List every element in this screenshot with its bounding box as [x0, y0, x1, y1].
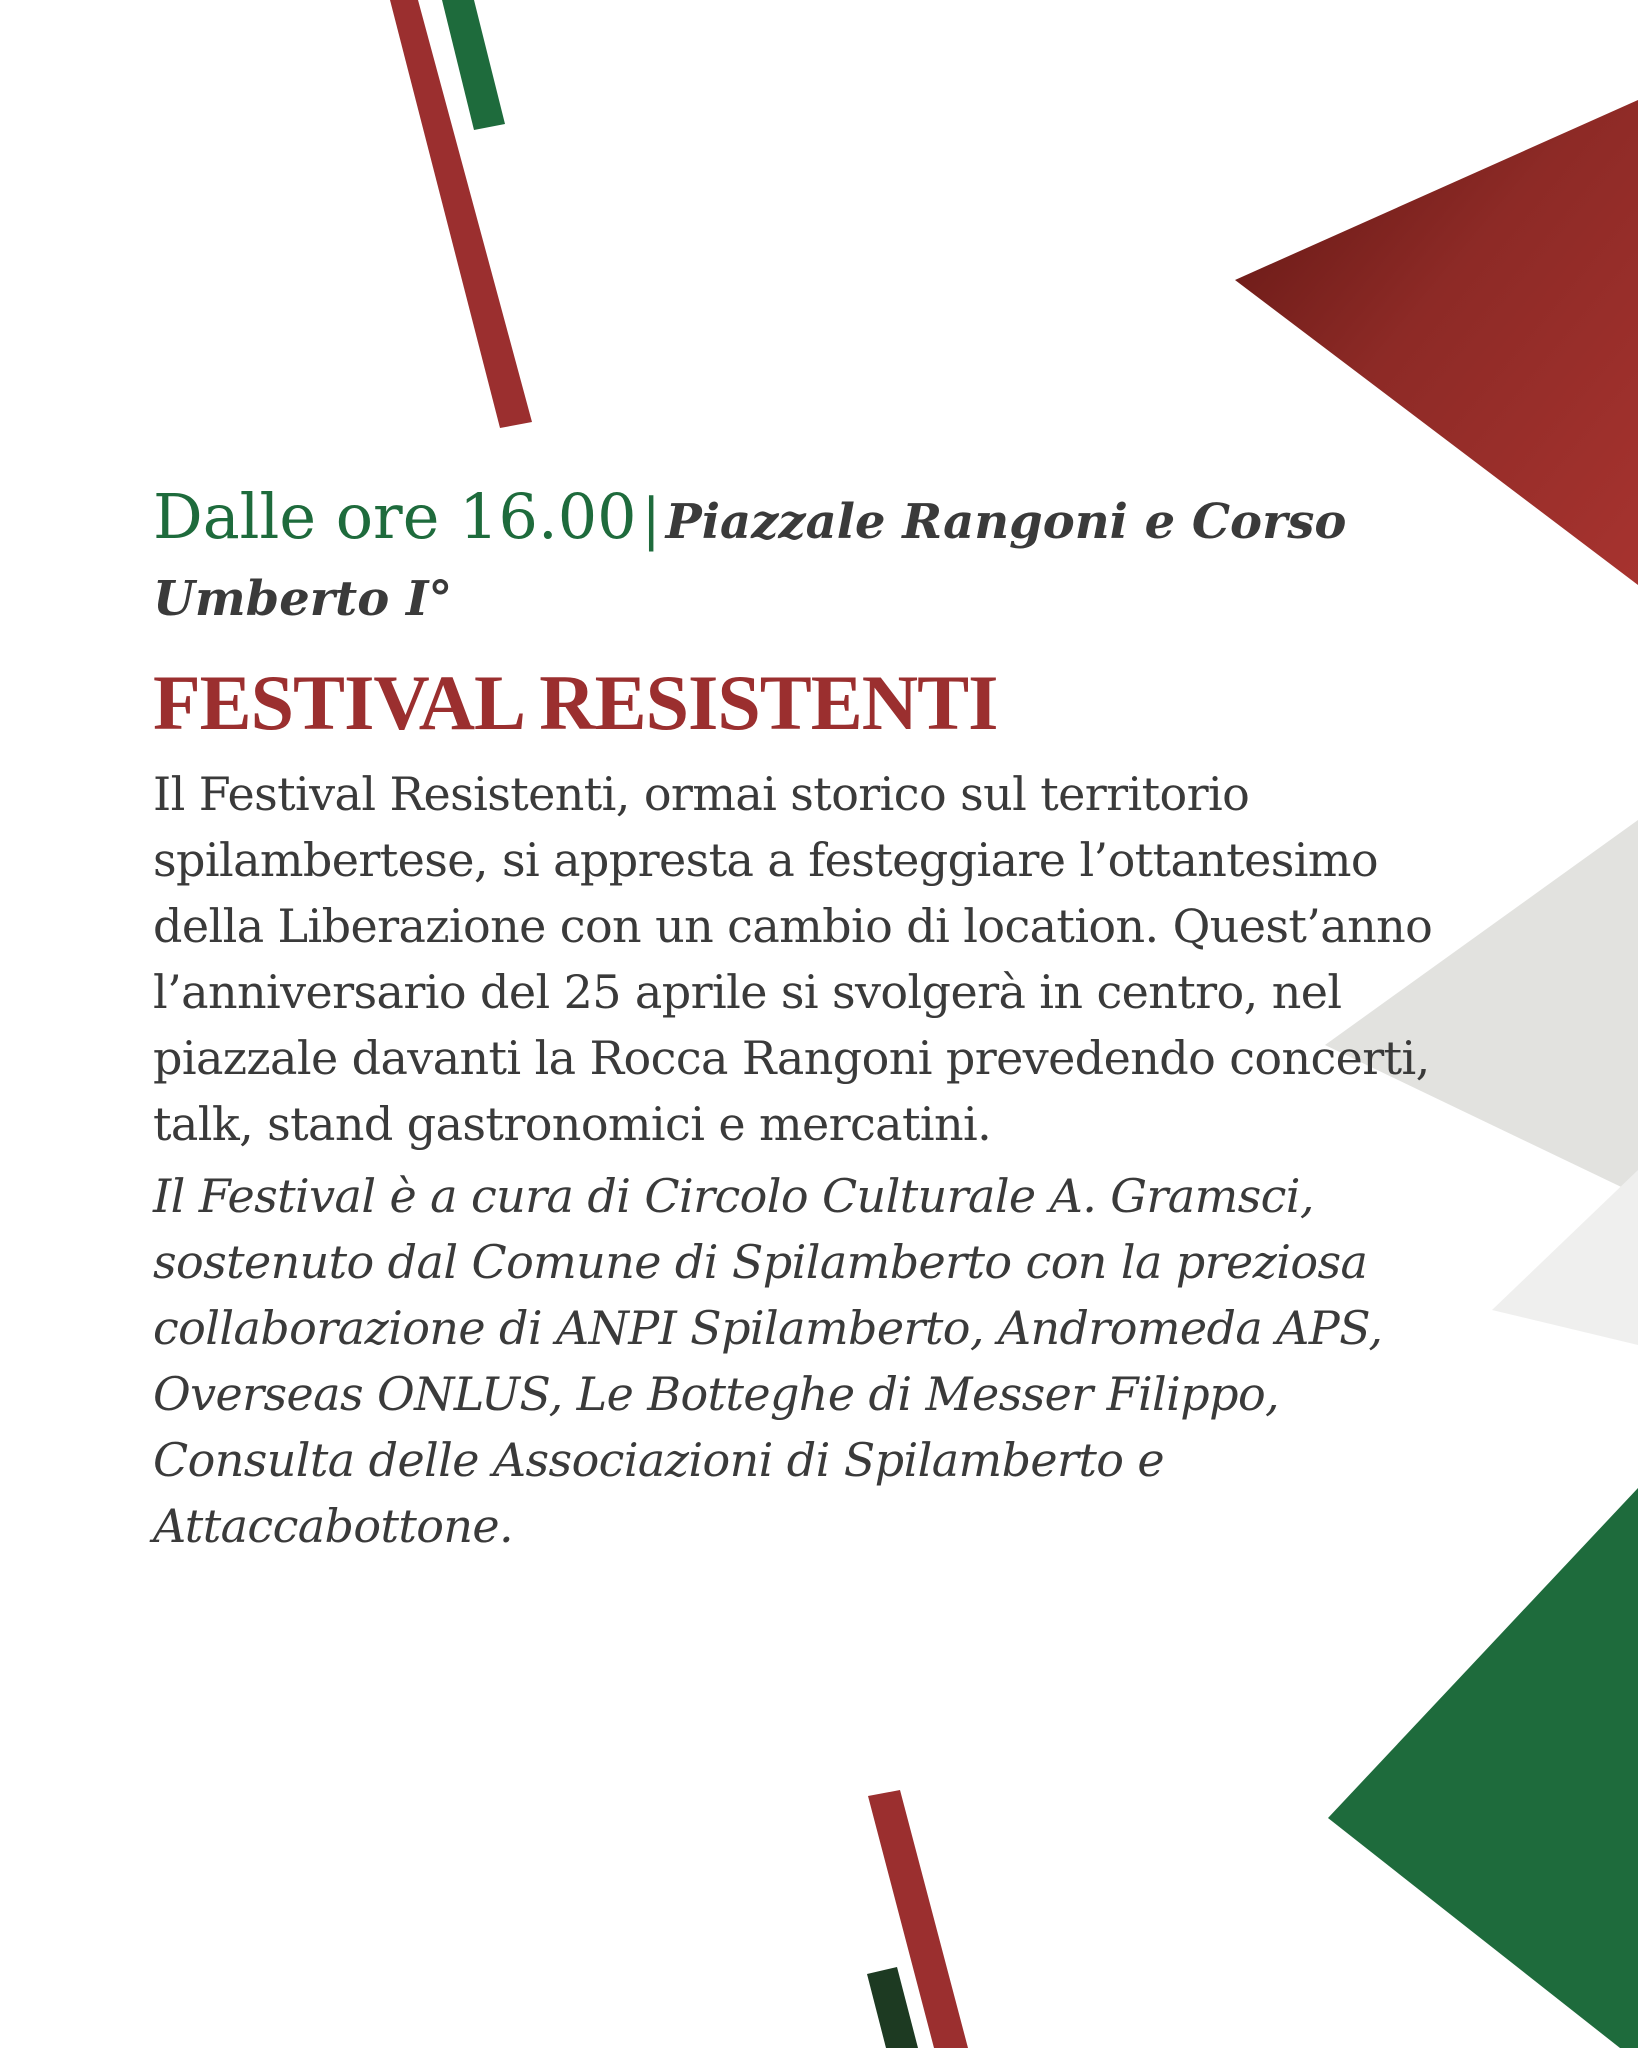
- event-time-location: [153, 480, 1483, 643]
- event-description: Il Festival Resistenti, ormai storico sul territorio spilambertese, si appresta a festeggiare l’ottantesimo della Liberazione con un cambio di location. Quest’anno l’anniversario del 25 aprile si svolgerà in centro, nel piazzale davanti la Rocca Rangoni prevedendo concerti, talk, stand gastronomici e mercatini.: [153, 767, 1433, 1151]
- event-time: Dalle ore 16.00: [153, 480, 637, 553]
- event-content: [153, 480, 1483, 1559]
- event-title: FESTIVAL RESISTENTI: [153, 659, 998, 746]
- top-green-stripe: [442, 0, 505, 130]
- bottom-green-stripe: [867, 1967, 918, 2048]
- light-gray-triangle: [1492, 1170, 1638, 1345]
- green-triangle: [1328, 1488, 1638, 2048]
- event-credits: Il Festival è a cura di Circolo Culturale A. Gramsci, sostenuto dal Comune di Spilamberto con la preziosa collaborazione di ANPI Spilamberto, Andromeda APS, Overseas ONLUS, Le Botteghe di Messer Filippo, Consulta delle Associazioni di Spilamberto e Attaccabottone.: [153, 1169, 1383, 1553]
- event-location: Piazzale Rangoni e Corso Umberto I°: [153, 494, 1347, 627]
- separator: |: [641, 487, 661, 552]
